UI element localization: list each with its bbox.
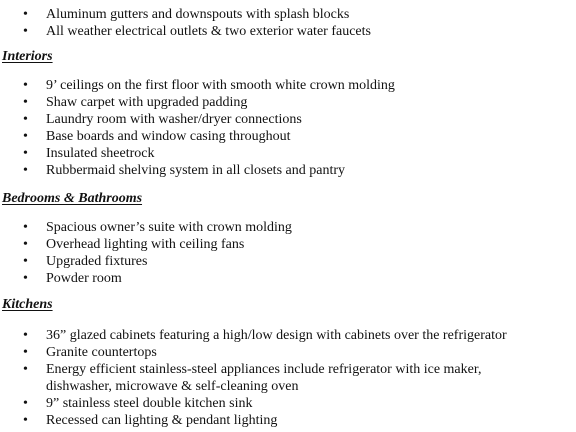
list-item-text: Shaw carpet with upgraded padding — [46, 95, 248, 110]
list-item — [0, 23, 576, 40]
bullet-icon: • — [23, 362, 28, 377]
bullet-icon: • — [23, 24, 28, 39]
list-item — [0, 344, 576, 361]
list-item-text: Spacious owner’s suite with crown molding — [46, 220, 292, 235]
list-item-text: 9’ ceilings on the first floor with smooth white crown molding — [46, 78, 395, 93]
bullet-icon: • — [23, 78, 28, 93]
list-item — [0, 94, 576, 111]
kitchens-list — [0, 327, 576, 429]
list-item — [0, 219, 576, 236]
interiors-heading: Interiors — [2, 49, 53, 64]
list-item — [0, 236, 576, 253]
list-item — [0, 361, 576, 378]
list-item-text: Granite countertops — [46, 345, 157, 360]
bullet-icon: • — [23, 163, 28, 178]
interiors-list — [0, 77, 576, 179]
bedrooms-bathrooms-list — [0, 219, 576, 287]
list-item — [0, 270, 576, 287]
list-item-text: Upgraded fixtures — [46, 254, 148, 269]
list-item-text: 36” glazed cabinets featuring a high/low design with cabinets over the refrigerator — [46, 328, 507, 343]
list-item — [0, 327, 576, 344]
bullet-icon: • — [23, 112, 28, 127]
list-item-text: Energy efficient stainless-steel appliances include refrigerator with ice maker, — [46, 362, 482, 377]
list-item-text: 9” stainless steel double kitchen sink — [46, 396, 253, 411]
list-item — [0, 145, 576, 162]
list-item — [0, 77, 576, 94]
bullet-icon: • — [23, 271, 28, 286]
bullet-icon: • — [23, 328, 28, 343]
list-item — [0, 395, 576, 412]
bedrooms-bathrooms-heading: Bedrooms & Bathrooms — [2, 191, 143, 206]
bullet-icon: • — [23, 254, 28, 269]
list-item — [0, 162, 576, 179]
list-item-text: Powder room — [46, 271, 122, 286]
list-item-text: Rubbermaid shelving system in all closets and pantry — [46, 163, 346, 178]
list-item-text: Overhead lighting with ceiling fans — [46, 237, 245, 252]
list-item-text: Base boards and window casing throughout — [46, 129, 291, 144]
bullet-icon: • — [23, 7, 28, 22]
list-item-continuation: dishwasher, microwave & self-cleaning oven — [46, 379, 299, 394]
exteriors-list — [0, 6, 576, 40]
bullet-icon: • — [23, 345, 28, 360]
list-item-text: Aluminum gutters and downspouts with splash blocks — [46, 7, 350, 22]
bullet-icon: • — [23, 396, 28, 411]
list-item-text: Laundry room with washer/dryer connections — [46, 112, 302, 127]
list-item-text: All weather electrical outlets & two exterior water faucets — [46, 24, 371, 39]
list-item — [0, 412, 576, 429]
list-item — [0, 6, 576, 23]
bullet-icon: • — [23, 95, 28, 110]
list-item — [0, 111, 576, 128]
bullet-icon: • — [23, 129, 28, 144]
list-item — [0, 128, 576, 145]
bullet-icon: • — [23, 237, 28, 252]
bullet-icon: • — [23, 220, 28, 235]
bullet-icon: • — [23, 146, 28, 161]
kitchens-heading: Kitchens — [2, 297, 53, 312]
list-item-text: Insulated sheetrock — [46, 146, 155, 161]
list-item-text: Recessed can lighting & pendant lighting — [46, 413, 278, 428]
bullet-icon: • — [23, 413, 28, 428]
list-item — [0, 253, 576, 270]
